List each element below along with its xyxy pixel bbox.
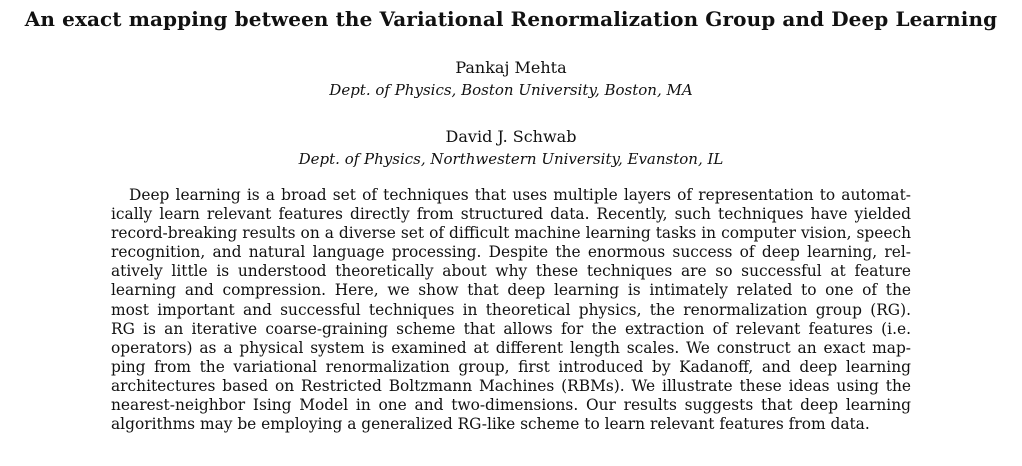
abstract-line: ping from the variational renormalization group, first introduced by Kadanoff, and deep learning <box>111 357 911 376</box>
abstract-line: record-breaking results on a diverse set of difficult machine learning tasks in computer vision, speech <box>111 224 911 243</box>
abstract-line: Deep learning is a broad set of techniques that uses multiple layers of representation to automat- <box>129 186 911 204</box>
author-name: David J. Schwab <box>445 127 577 146</box>
abstract <box>111 186 911 434</box>
abstract-line: operators) as a physical system is examined at different length scales. We construct an exact map- <box>111 338 911 357</box>
abstract-line: recognition, and natural language processing. Despite the enormous success of deep learning, rel- <box>111 243 911 262</box>
abstract-line: ically learn relevant features directly from structured data. Recently, such techniques have yielded <box>111 205 911 224</box>
abstract-line: nearest-neighbor Ising Model in one and two-dimensions. Our results suggests that deep learning <box>111 396 911 415</box>
abstract-line: learning and compression. Here, we show that deep learning is intimately related to one of the <box>111 281 911 300</box>
author-name: Pankaj Mehta <box>455 58 567 77</box>
author-affiliation: Dept. of Physics, Northwestern University, Evanston, IL <box>298 150 724 168</box>
abstract-line: algorithms may be employing a generalized RG-like scheme to learn relevant features from data. <box>111 415 870 434</box>
author-affiliation: Dept. of Physics, Boston University, Boston, MA <box>329 81 693 99</box>
abstract-line: most important and successful techniques in theoretical physics, the renormalization group (RG). <box>111 300 911 319</box>
abstract-line: atively little is understood theoretically about why these techniques are so successful at feature <box>111 262 911 281</box>
abstract-line: architectures based on Restricted Boltzmann Machines (RBMs). We illustrate these ideas using the <box>111 376 911 395</box>
abstract-line: RG is an iterative coarse-graining scheme that allows for the extraction of relevant features (i.e. <box>111 319 911 338</box>
paper-title: An exact mapping between the Variational Renormalization Group and Deep Learning <box>24 7 998 31</box>
